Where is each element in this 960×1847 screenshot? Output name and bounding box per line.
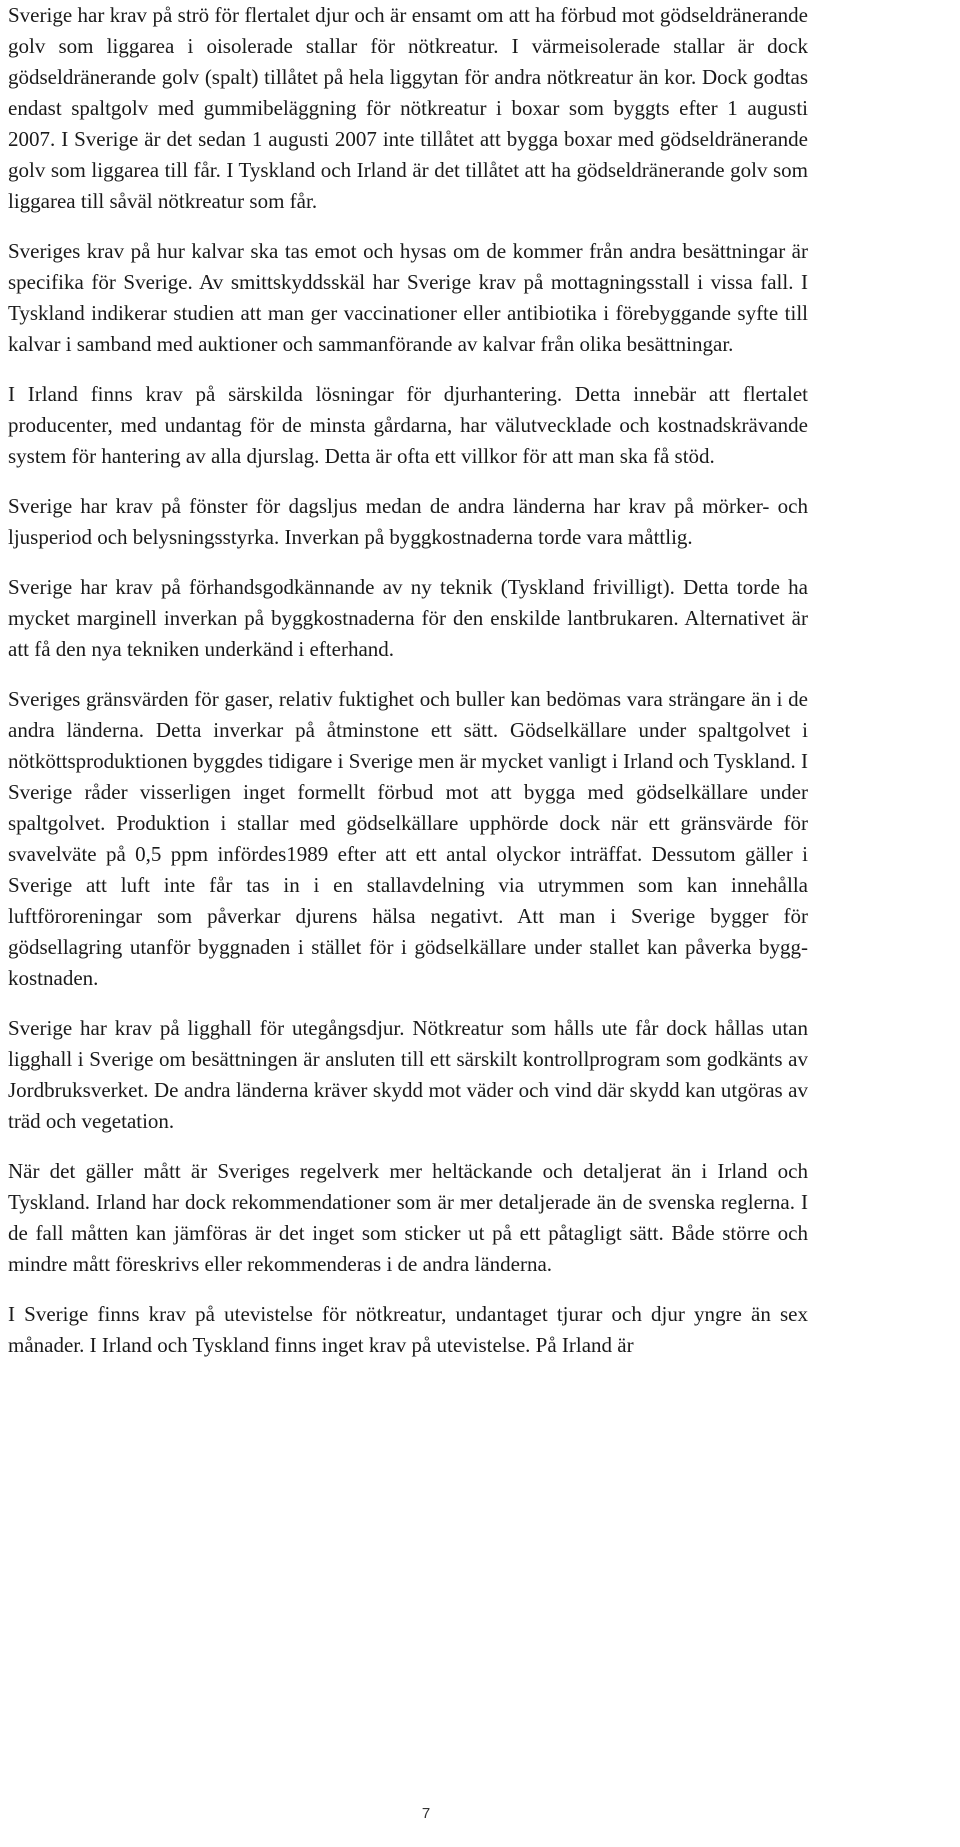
paragraph-7: Sverige har krav på ligghall för utegångsdjur. Nötkreatur som hålls ute får dock hållas utan ligghall i Sverige om besättningen är ansluten till ett särskilt kontrollprogram som godkänts av Jordbruksverket. De andra länderna kräver skydd mot väder och vind där skydd kan utgöras av träd och vegetation. bbox=[8, 1016, 808, 1133]
paragraph-5: Sverige har krav på förhandsgodkännande av ny teknik (Tyskland frivilligt). Detta torde ha mycket marginell inverkan på byggkostnaderna för den enskilde lantbrukaren. Alternativet är att få den nya tekniken underkänd i efterhand. bbox=[8, 575, 808, 661]
paragraph-9: I Sverige finns krav på utevistelse för nötkreatur, undantaget tjurar och djur yngre än sex månader. I Irland och Tyskland finns inget krav på utevistelse. På Irland är bbox=[8, 1302, 808, 1357]
paragraph-2: Sveriges krav på hur kalvar ska tas emot och hysas om de kommer från andra besättningar är specifika för Sverige. Av smittskyddsskäl har Sverige krav på mottagningsstall i vissa fall. I Tyskland indikerar studien att man ger vaccinationer eller antibiotika i förebyggande syfte till kalvar i samband med auktioner och sammanförande av kalvar från olika besättningar. bbox=[8, 239, 808, 356]
paragraph-1: Sverige har krav på strö för flertalet djur och är ensamt om att ha förbud mot gödseldränerande golv som liggarea i oisolerade stallar för nötkreatur. I värmeisolerade stallar är dock gödseldränerande golv (spalt) tillåtet på hela liggytan för andra nötkreatur än kor. Dock godtas endast spaltgolv med gummibeläggning för nötkreatur i boxar som byggts efter 1 augusti 2007. I Sverige är det sedan 1 augusti 2007 inte tillåtet att bygga boxar med gödseldränerande golv som liggarea till får. I Tyskland och Irland är det tillåtet att ha gödseldränerande golv som liggarea till såväl nötkreatur som får. bbox=[8, 3, 808, 213]
paragraph-8: När det gäller mått är Sveriges regelverk mer heltäckande och detaljerat än i Irland och Tyskland. Irland har dock rekommendationer som är mer detaljerade än de svenska reglerna. I de fall måtten kan jämföras är det inget som sticker ut på ett påtagligt sätt. Både större och mindre mått föreskrivs eller rekommenderas i de andra länderna. bbox=[8, 1159, 808, 1276]
paragraph-3: I Irland finns krav på särskilda lösningar för djurhantering. Detta innebär att flertalet producenter, med undantag för de minsta gårdarna, har välutvecklade och kostnadskrävande system för hantering av alla djurslag. Detta är ofta ett villkor för att man ska få stöd. bbox=[8, 382, 808, 468]
paragraph-6: Sveriges gränsvärden för gaser, relativ fuktighet och buller kan bedömas vara strängare än i de andra länderna. Detta inverkar på åtminstone ett sätt. Gödselkällare under spaltgolvet i nötköttsproduktionen byggdes tidigare i Sverige men är mycket vanligt i Irland och Tyskland. I Sverige råder visserligen inget formellt förbud mot att bygga med gödselkällare under spaltgolvet. Produktion i stallar med gödselkällare upphörde dock när ett gränsvärde för svavelväte på 0,5 ppm infördes1989 efter att ett antal olyckor inträffat. Dessutom gäller i Sverige att luft inte får tas in i en stallavdelning via utrymmen som kan innehålla luftföroreningar som påverkar djurens hälsa negativt. Att man i Sverige bygger för gödsellagring utanför byggnaden i stället för i gödselkällare under stallet kan påverka byggkostnaden. bbox=[8, 687, 808, 990]
page-number: 7 bbox=[421, 1805, 431, 1822]
page-body bbox=[8, 0, 808, 1380]
paragraph-4: Sverige har krav på fönster för dagsljus medan de andra länderna har krav på mörker- och ljusperiod och belysningsstyrka. Inverkan på byggkostnaderna torde vara måttlig. bbox=[8, 494, 808, 549]
